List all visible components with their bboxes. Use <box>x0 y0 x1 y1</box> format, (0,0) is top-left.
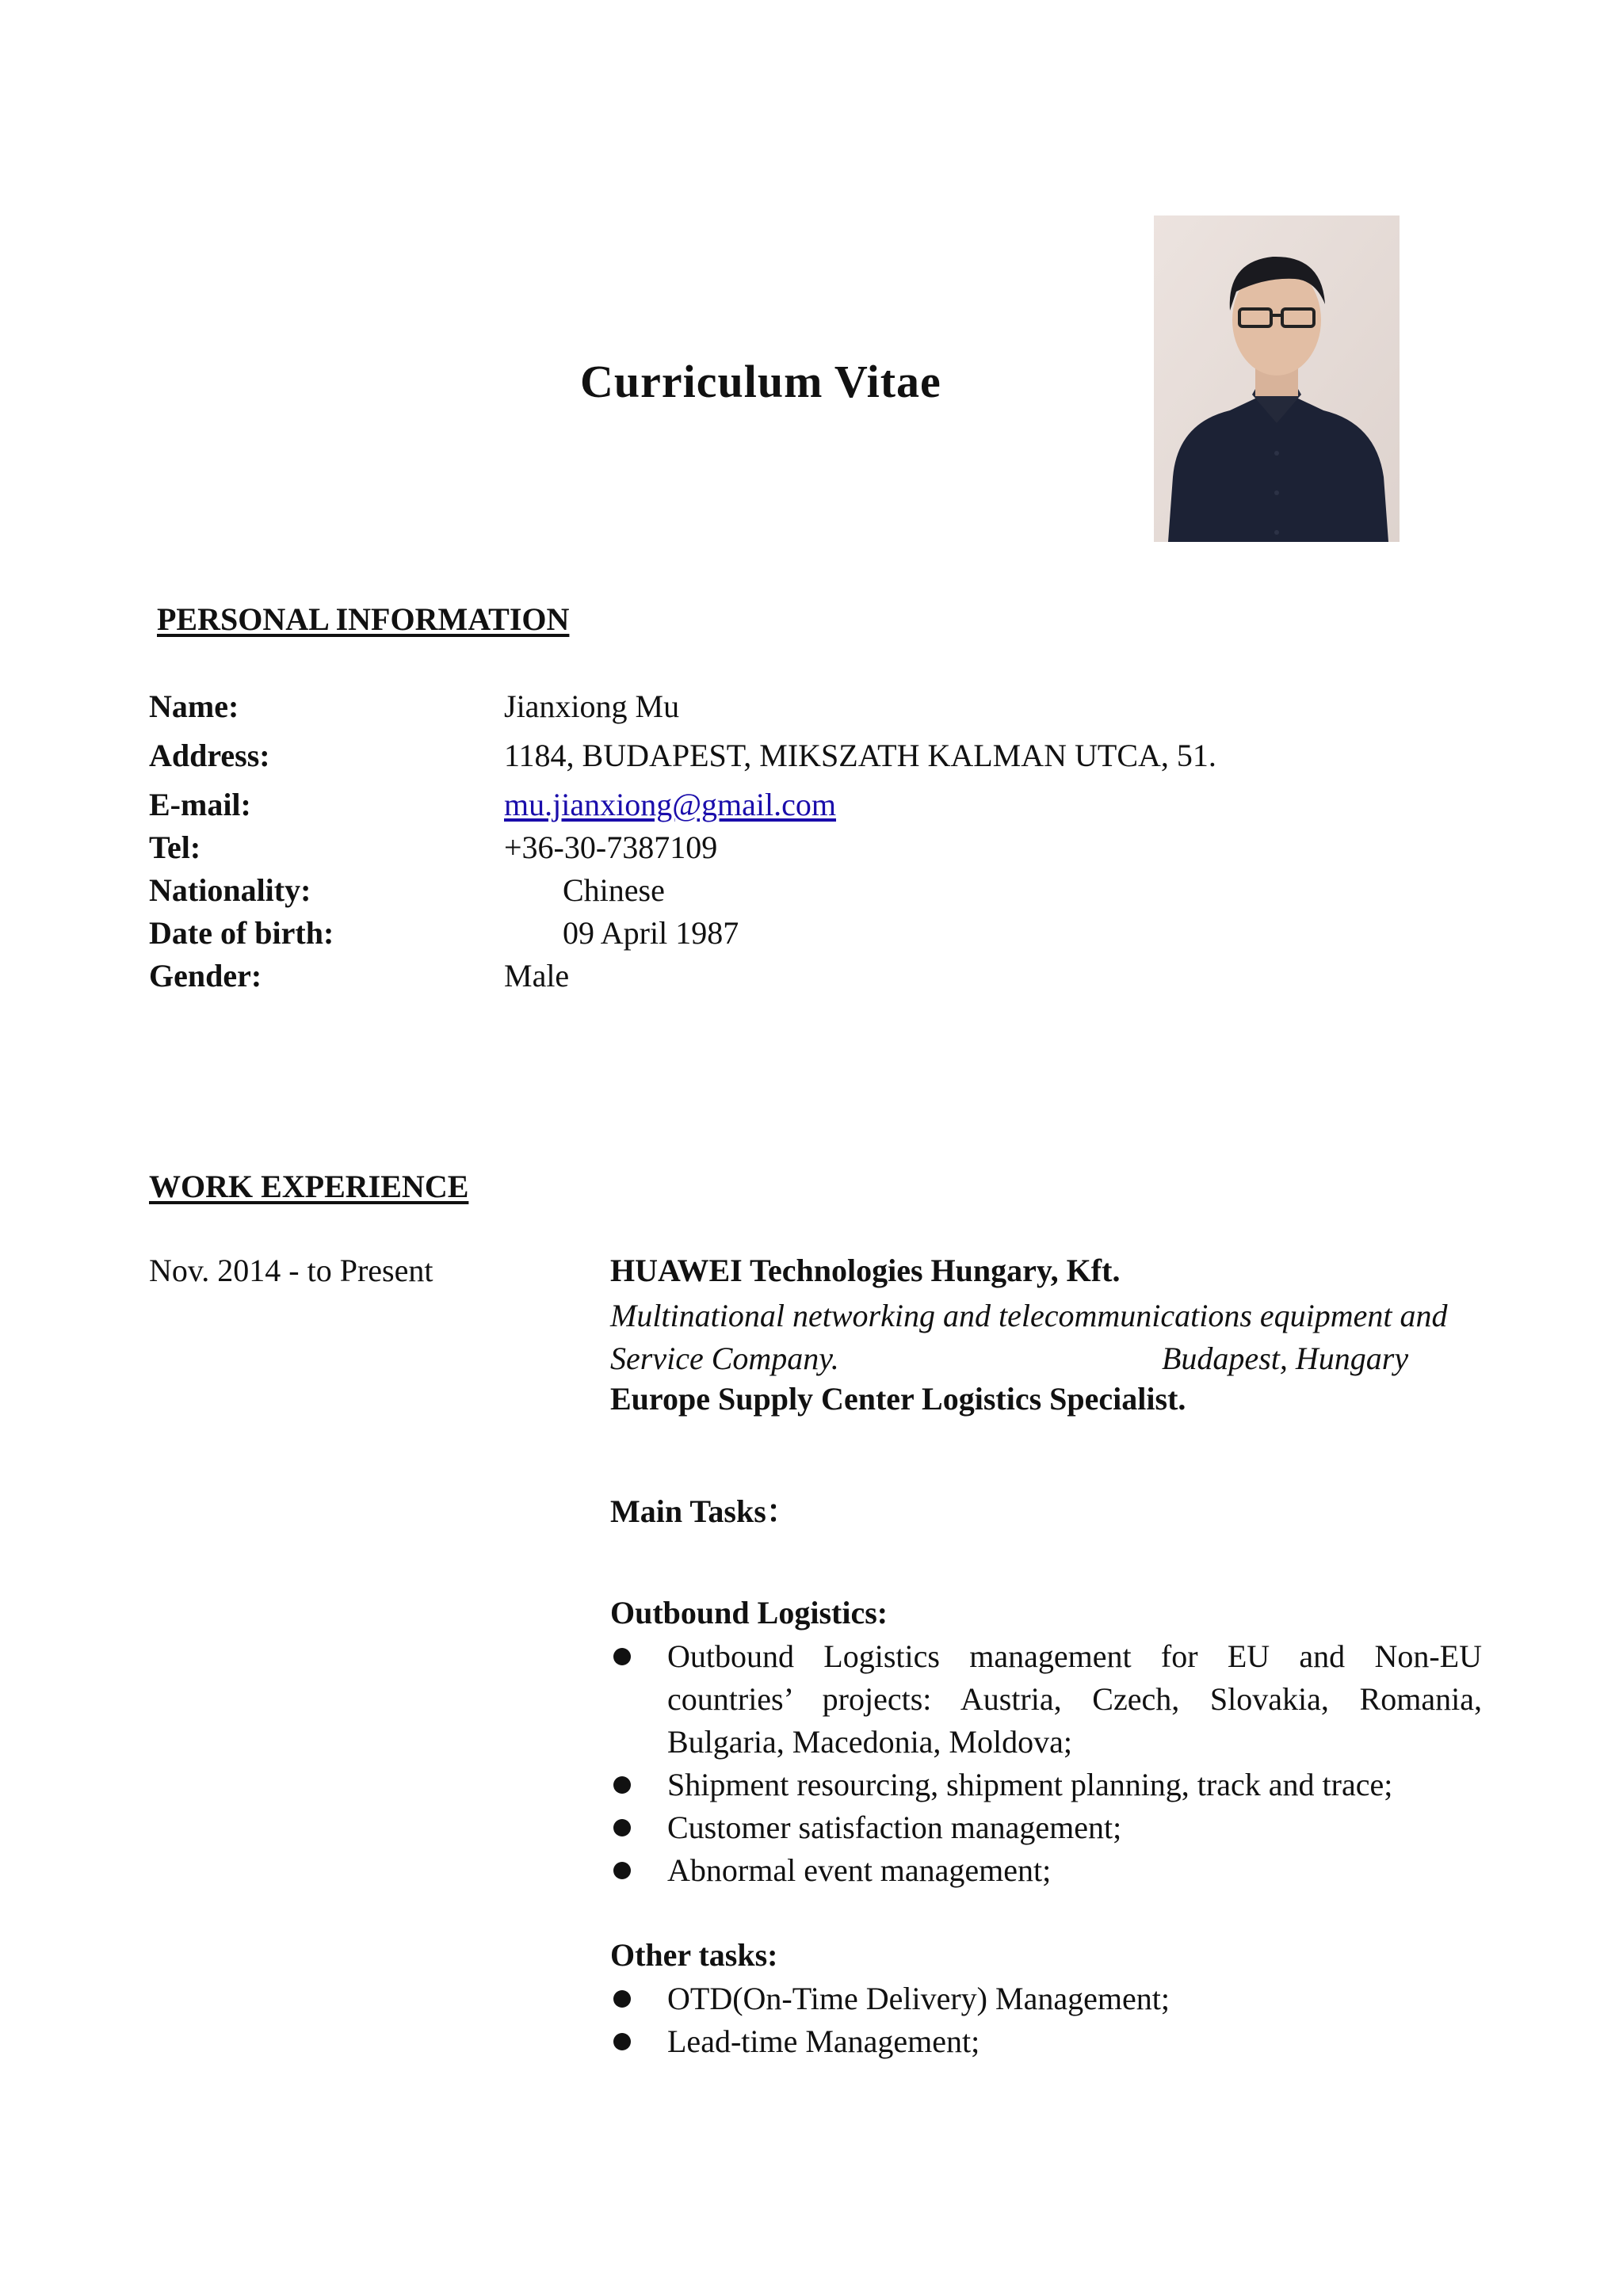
company-description <box>610 1295 1490 1380</box>
list-item: Shipment resourcing, shipment planning, track and trace; <box>610 1764 1482 1806</box>
date-of-birth-label: Date of birth: <box>149 915 334 951</box>
profile-photo <box>1154 215 1400 542</box>
nationality-value: Chinese <box>563 872 665 908</box>
bullet-icon <box>613 1990 631 2008</box>
bullet-icon <box>613 1862 631 1879</box>
company-location: Budapest, Hungary <box>1162 1341 1409 1376</box>
list-item: Lead-time Management; <box>610 2020 1482 2063</box>
list-item: Customer satisfaction management; <box>610 1806 1482 1849</box>
list-item: Outbound Logistics management for EU and Non-EU countries’ projects: Austria, Czech, Slovakia, Romania, Bulgaria, Macedonia, Moldova; <box>610 1635 1482 1764</box>
work-date-range: Nov. 2014 - to Present <box>149 1253 433 1288</box>
nationality-label: Nationality: <box>149 872 311 908</box>
name-value: Jianxiong Mu <box>504 688 680 724</box>
job-role: Europe Supply Center Logistics Specialist. <box>610 1381 1186 1417</box>
gender-value: Male <box>504 958 570 994</box>
personal-information-heading: PERSONAL INFORMATION <box>157 601 570 637</box>
list-item: Abnormal event management; <box>610 1849 1482 1892</box>
email-link[interactable]: mu.jianxiong@gmail.com <box>504 787 837 822</box>
tel-label: Tel: <box>149 830 201 865</box>
name-label: Name: <box>149 688 239 724</box>
email-label: E-mail: <box>149 787 251 822</box>
outbound-logistics-list <box>610 1635 1482 1892</box>
list-item: OTD(On-Time Delivery) Management; <box>610 1978 1482 2020</box>
company-description-line-2: Service Company. <box>610 1341 839 1376</box>
other-tasks-heading: Other tasks: <box>610 1937 778 1973</box>
address-value: 1184, BUDAPEST, MIKSZATH KALMAN UTCA, 51. <box>504 738 1216 773</box>
bullet-icon <box>613 1648 631 1665</box>
bullet-icon <box>613 2033 631 2050</box>
outbound-logistics-heading: Outbound Logistics: <box>610 1595 888 1630</box>
person-portrait-image <box>1154 215 1400 542</box>
company-description-line-1: Multinational networking and telecommunications equipment and <box>610 1298 1448 1333</box>
address-label: Address: <box>149 738 270 773</box>
tel-value: +36-30-7387109 <box>504 830 718 865</box>
document-title: Curriculum Vitae <box>580 356 941 407</box>
date-of-birth-value: 09 April 1987 <box>563 915 739 951</box>
work-experience-heading: WORK EXPERIENCE <box>149 1169 469 1204</box>
gender-label: Gender: <box>149 958 262 994</box>
company-name: HUAWEI Technologies Hungary, Kft. <box>610 1253 1121 1288</box>
other-tasks-list <box>610 1978 1482 2063</box>
main-tasks-heading: Main Tasks： <box>610 1493 798 1529</box>
bullet-icon <box>613 1776 631 1794</box>
bullet-icon <box>613 1819 631 1836</box>
